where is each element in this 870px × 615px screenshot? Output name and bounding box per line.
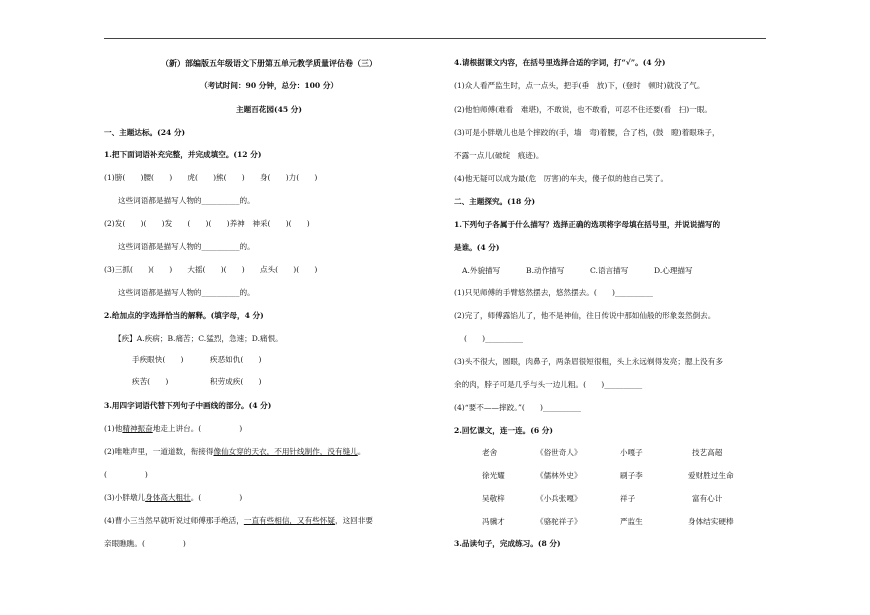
match-author: 吴敬梓 bbox=[482, 494, 505, 503]
p2q1-option-a: A.外貌描写 bbox=[462, 266, 501, 275]
q2-item-b: 疾恶如仇( ) bbox=[210, 355, 262, 364]
q3-sentence1: (1)他精神振奋地走上讲台。( ) bbox=[104, 424, 243, 433]
p2q1-option-d: D.心理描写 bbox=[654, 266, 693, 275]
q2-options: 【疾】A.疾病；B.痛苦；C.猛烈，急速；D.痛恨。 bbox=[114, 334, 283, 343]
section-title: 主题百花园(45 分) bbox=[236, 105, 302, 114]
q1-fill1: 这些词语都是描写人物的__________的。 bbox=[118, 196, 255, 205]
q4-line3: (3)可是小胖墩儿也是个摔跤的(手，墙 弯)着腰，合了档，(鼓 瞪)着眼珠子， bbox=[454, 128, 720, 137]
p2q1-heading-cont: 是谁。(4 分) bbox=[454, 243, 500, 252]
q3-heading: 3.用四字词语代替下列句子中画线的部分。(4 分) bbox=[104, 401, 272, 410]
q3-sentence4: (4)曹小三当然早就听说过师傅那手绝活，一直有些相信，又有些怀疑，这回非要 bbox=[104, 516, 373, 525]
q2-item-d: 积劳成疾( ) bbox=[210, 377, 262, 386]
q2-heading: 2.给加点的字选择恰当的解释。(填字母，4 分) bbox=[104, 311, 264, 320]
p2q1-heading: 1.下列句子各属于什么描写？选择正确的选项将字母填在括号里，并说说描写的 bbox=[454, 220, 721, 229]
p2q1-option-b: B.动作描写 bbox=[526, 266, 565, 275]
q2-item-c: 疾苦( ) bbox=[132, 377, 169, 386]
part2-heading: 二、主题探究。(18 分) bbox=[454, 197, 536, 206]
q1-fill3: 这些词语都是描写人物的__________的。 bbox=[118, 288, 255, 297]
p2q2-heading: 2.回忆课文，连一连。(6 分) bbox=[454, 426, 553, 435]
q1-fill2: 这些词语都是描写人物的__________的。 bbox=[118, 242, 255, 251]
q3-sentence3: (3)小胖墩儿身体高大粗壮。( ) bbox=[104, 493, 243, 502]
match-book: 《骆驼祥子》 bbox=[536, 517, 582, 526]
p2q1-option-c: C.语言描写 bbox=[590, 266, 629, 275]
match-character: 严监生 bbox=[620, 517, 643, 526]
part1-heading: 一、主题达标。(24 分) bbox=[104, 128, 186, 137]
match-trait: 爱财胜过生命 bbox=[688, 471, 734, 480]
p2q1-line2-answer: ( )__________ bbox=[464, 334, 524, 343]
match-trait: 身体结实硬棒 bbox=[688, 517, 734, 526]
q4-line2: (2)他怕师傅(难看 难堪)，不敢说，也不敢看，可忍不住还要(看 扫)一眼。 bbox=[454, 105, 713, 114]
paper-title: （新）部编版五年级语文下册第五单元教学质量评估卷（三） bbox=[161, 58, 377, 68]
q1-row1: (1)膀( )腰( ) 虎( )熊( ) 身( )力( ) bbox=[104, 173, 318, 182]
q4-heading: 4.请根据课文内容，在括号里选择合适的字词，打“√”。(4 分) bbox=[454, 58, 666, 67]
match-trait: 技艺高超 bbox=[692, 448, 723, 457]
match-book: 《儒林外史》 bbox=[536, 471, 582, 480]
q1-row2: (2)发( )( )发 ( )( )养神 神采( )( ) bbox=[104, 219, 310, 228]
q3-sentence2-answer: ( ) bbox=[104, 470, 148, 479]
exam-info: （考试时间：90 分钟，总分：100 分） bbox=[199, 81, 339, 90]
q1-row3: (3)三抓( )( ) 大摇( )( ) 点头( )( ) bbox=[104, 265, 318, 274]
q4-line5: (4)他无疑可以成为最(危 厉害)的车夫，傻子似的他自己笑了。 bbox=[454, 174, 669, 183]
match-character: 祥子 bbox=[620, 494, 636, 503]
p2q1-line4: (4)“要不——摔跤。”( )__________ bbox=[454, 403, 581, 412]
match-trait: 富有心计 bbox=[692, 494, 723, 503]
p2q1-line2: (2)完了，师傅露馅儿了，他不是神仙，往日传说中那如仙般的形象轰然倒去。 bbox=[454, 311, 716, 320]
p2q3-heading: 3.品读句子，完成练习。(8 分) bbox=[454, 539, 561, 548]
match-book: 《小兵张嘎》 bbox=[536, 494, 582, 503]
q3-sentence4-cont: 亲眼瞧瞧。( ) bbox=[104, 539, 186, 548]
top-rule bbox=[104, 38, 766, 39]
match-author: 老舍 bbox=[482, 448, 498, 457]
p2q1-line1: (1)只见师傅的手臂悠然摆去，悠然摆去。( )__________ bbox=[454, 288, 653, 297]
match-book: 《俗世奇人》 bbox=[536, 448, 582, 457]
q2-item-a: 手疾眼快( ) bbox=[132, 355, 184, 364]
p2q1-line3-cont: 余的肉，脖子可是几乎与头一边儿粗。( )__________ bbox=[454, 380, 643, 389]
q4-line4: 不露一点儿(破绽 痕迹)。 bbox=[454, 151, 544, 160]
q1-heading: 1.把下面词语补充完整，并完成填空。(12 分) bbox=[104, 150, 262, 159]
q3-sentence2: (2)唯唯声里，一道道数，衔接得像仙女穿的天衣，不用针线制作，没有缝儿。 bbox=[104, 447, 366, 456]
match-character: 刷子李 bbox=[620, 471, 643, 480]
match-character: 小嘎子 bbox=[620, 448, 643, 457]
match-author: 徐光耀 bbox=[482, 471, 505, 480]
p2q1-line3: (3)头不很大，圆眼，肉鼻子，两条眉很短很粗，头上永远剃得发亮；腮上没有多 bbox=[454, 357, 723, 366]
q4-line1: (1)众人看严监生时，点一点头，把手(垂 放)下，(登时 顿时)就没了气。 bbox=[454, 81, 705, 90]
match-author: 冯骥才 bbox=[482, 517, 505, 526]
